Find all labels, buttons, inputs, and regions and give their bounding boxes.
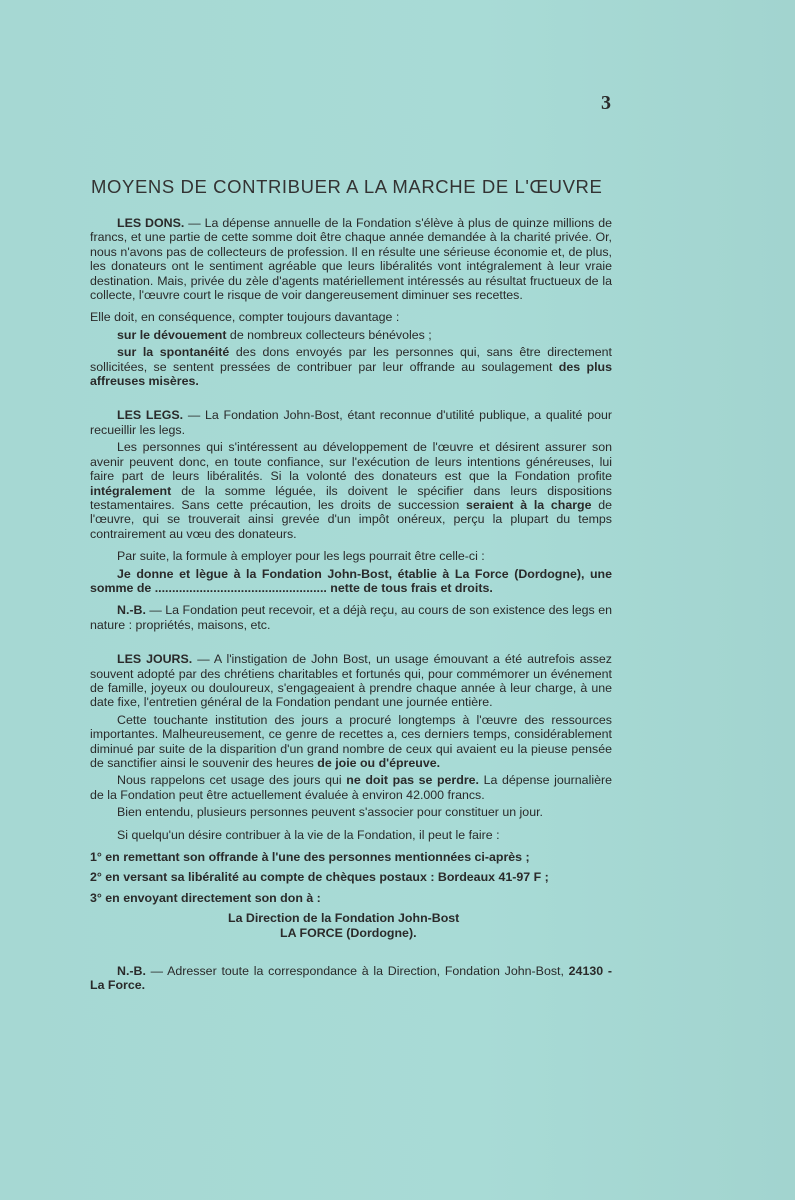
- legs-nb-text: — La Fondation peut recevoir, et a déjà reçu, au cours de son existence des legs en nature : propriétés, maisons, etc.: [90, 603, 612, 632]
- final-nb-heading: N.-B.: [117, 964, 146, 978]
- jours-paragraph-5: Si quelqu'un désire contribuer à la vie de la Fondation, il peut le faire :: [117, 827, 500, 842]
- jours-paragraph-3: [90, 773, 612, 802]
- legs-text-3: Par suite, la formule à employer pour les legs pourrait être celle-ci :: [117, 549, 485, 564]
- legs-bold-charge: seraient à la charge: [466, 497, 592, 512]
- legs-paragraph-2: [90, 440, 612, 541]
- jours-heading: LES JOURS.: [117, 652, 193, 667]
- jours-text-3b: La dépense journalière de la Fondation peut être actuellement évaluée à environ 42.000 francs.: [90, 773, 612, 802]
- legs-text-2c: de l'œuvre, qui se trouverait ainsi grevée d'un impôt onéreux, perçu la plupart du temps contrairement au vœu des donateurs.: [90, 497, 613, 541]
- jours-paragraph-2: [90, 713, 612, 771]
- jours-bold-perdre: ne doit pas se perdre.: [346, 773, 479, 788]
- jours-text-3a: Nous rappelons cet usage des jours qui: [117, 773, 347, 788]
- final-nb: [90, 964, 612, 993]
- dons-bold-spontaneite: sur la spontanéité: [117, 345, 230, 360]
- legs-paragraph-1: [90, 408, 612, 437]
- page-title: MOYENS DE CONTRIBUER A LA MARCHE DE L'ŒUVRE: [91, 176, 603, 197]
- legs-text-2b: de la somme léguée, ils doivent le spécifier dans leurs dispositions testamentaires. Sans cette précaution, les droits de succession: [90, 483, 612, 512]
- legs-heading: LES LEGS.: [117, 408, 184, 423]
- legs-formula: Je donne et lègue à la Fondation John-Bost, établie à La Force (Dordogne), une somme de .................................................. nette de tous frais et droits.: [90, 566, 612, 595]
- legs-bold-integralement: intégralement: [90, 483, 172, 498]
- dons-text-3: de nombreux collecteurs bénévoles ;: [226, 327, 432, 342]
- legs-text-2a: Les personnes qui s'intéressent au développement de l'œuvre et désirent assurer son avenir peuvent donc, en toute confiance, sur l'exécution de leurs intentions généreuses, lui faire part de leurs libéralités. Si la volonté des donateurs est que la Fondation profite: [90, 440, 612, 484]
- dons-text-1: — La dépense annuelle de la Fondation s'élève à plus de quinze millions de francs, et une partie de cette somme doit être chaque année demandée à la charité privée. Or, nous n'avons pas de collecteurs de profession. Il en résulte une sérieuse économie et, de plus, les donateurs ont le sentiment agréable que leurs libéralités vont intégralement à leur vraie destination. Mais, privée du zèle d'agents matériellement intéressés au résultat fructueux de la collecte, l'œuvre court le risque de voir dangereusement diminuer ses recettes.: [90, 216, 612, 303]
- document-body: [90, 216, 612, 940]
- dons-paragraph-1: [90, 216, 612, 302]
- jours-item-2: 2° en versant sa libéralité au compte de chèques postaux : Bordeaux 41-97 F ;: [90, 870, 549, 885]
- jours-item-3: 3° en envoyant directement son don à :: [90, 890, 321, 905]
- address-line-2: LA FORCE (Dordogne).: [280, 925, 417, 940]
- dons-bold-devouement: sur le dévouement: [117, 327, 227, 342]
- dons-paragraph-2: [90, 310, 612, 324]
- jours-paragraph-4: Bien entendu, plusieurs personnes peuvent s'associer pour constituer un jour.: [117, 805, 543, 820]
- dons-text-2: Elle doit, en conséquence, compter toujours davantage :: [90, 310, 400, 325]
- legs-nb-heading: N.-B.: [117, 603, 146, 618]
- legs-paragraph-3: [90, 549, 612, 563]
- jours-text-1: — A l'instigation de John Bost, un usage émouvant a été autrefois assez souvent adopté par des chrétiens charitables et fortunés qui, pour commémorer un événement de famille, joyeux ou douloureux, s'engageaient à prendre chaque année à leur charge, à une date fixe, l'entretien général de la Fondation pendant une journée entière.: [90, 652, 612, 710]
- address-line-1: La Direction de la Fondation John-Bost: [228, 911, 460, 926]
- jours-paragraph-1: [90, 652, 612, 710]
- dons-bold-miseres: des plus affreuses misères.: [90, 359, 613, 389]
- final-nb-text: — Adresser toute la correspondance à la Direction, Fondation John-Bost,: [145, 964, 569, 978]
- final-nb-address: 24130 - La Force.: [90, 964, 612, 993]
- dons-heading: LES DONS.: [117, 216, 185, 230]
- dons-paragraph-3: [90, 328, 612, 342]
- dons-text-4: des dons envoyés par les personnes qui, sans être directement sollicitées, se sentent pressées de contribuer par leur offrande au soulagement: [90, 345, 612, 374]
- legs-nb: [90, 603, 612, 632]
- dons-paragraph-4: [90, 345, 612, 388]
- jours-item-1: 1° en remettant son offrande à l'une des personnes mentionnées ci-après ;: [90, 850, 530, 865]
- legs-text-1: — La Fondation John-Bost, étant reconnue d'utilité publique, a qualité pour recueillir les legs.: [90, 408, 613, 437]
- final-nb-paragraph: [90, 964, 612, 993]
- page-number: 3: [601, 92, 611, 114]
- jours-bold-joie: de joie ou d'épreuve.: [317, 756, 441, 770]
- jours-text-2a: Cette touchante institution des jours a procuré longtemps à l'œuvre des ressources importantes. Malheureusement, ce genre de recettes a, ces derniers temps, considérablement diminué par suite de la disparition d'un grand nombre de ceux qui avaient eu la pieuse pensée de sanctifier ainsi le souvenir des heures: [90, 712, 612, 770]
